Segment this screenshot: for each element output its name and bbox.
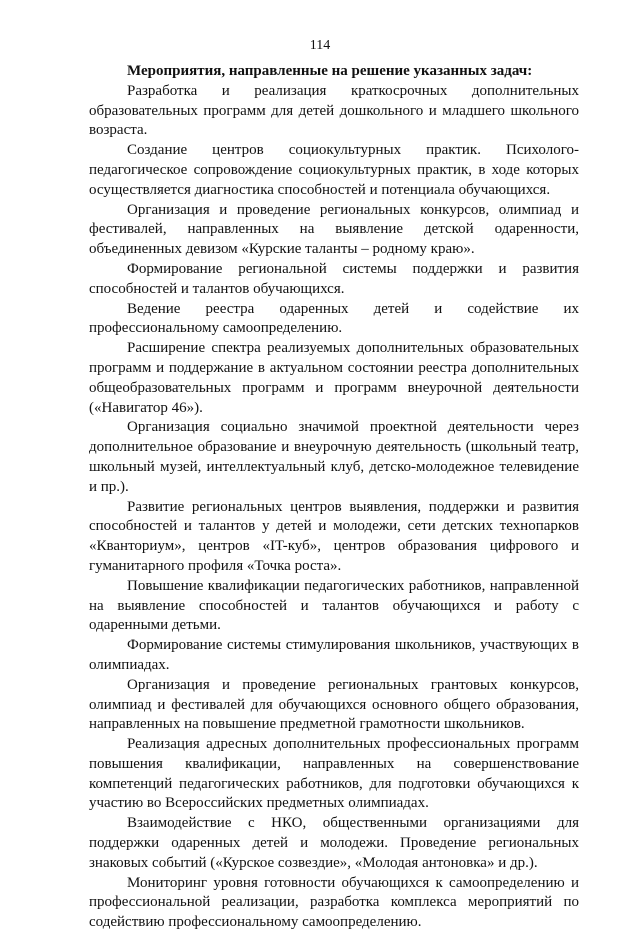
paragraph-3: Организация и проведение региональных конкурсов, олимпиад и фестивалей, направленных на выявление детской одаренности, объединенных девизом «Курские таланты – родному краю». <box>89 201 579 258</box>
paragraph-4: Формирование региональной системы поддержки и развития способностей и талантов обучающихся. <box>89 260 579 297</box>
paragraph-11: Организация и проведение региональных грантовых конкурсов, олимпиад и фестивалей для обучающихся основного общего образования, направленных на повышение предметной грамотности школьников. <box>89 676 579 733</box>
page-number: 114 <box>309 38 331 53</box>
section-heading: Мероприятия, направленные на решение указанных задач: <box>127 63 533 79</box>
paragraph-6: Расширение спектра реализуемых дополнительных образовательных программ и поддержание в актуальном состоянии реестра дополнительных общеобразовательных программ и программ внеурочной деятельности («Навигатор 46»). <box>89 340 579 416</box>
paragraph-14: Мониторинг уровня готовности обучающихся к самоопределению и профессиональной реализации, разработка комплекса мероприятий по содействию профессиональному самоопределению. <box>89 874 579 931</box>
document-body <box>89 62 579 933</box>
paragraph-8: Развитие региональных центров выявления, поддержки и развития способностей и талантов у детей и молодежи, сети детских технопарков «Кванториум», центров «IT-куб», центров образования цифрового и гуманитарного профиля «Точка роста». <box>89 498 579 574</box>
paragraph-12: Реализация адресных дополнительных профессиональных программ повышения квалификации, направленных на совершенствование компетенций педагогических работников, для подготовки обучающихся к участию во Всероссийских предметных олимпиадах. <box>89 736 579 812</box>
paragraph-1: Разработка и реализация краткосрочных дополнительных образовательных программ для детей дошкольного и младшего школьного возраста. <box>89 82 579 139</box>
paragraph-2: Создание центров социокультурных практик. Психолого-педагогическое сопровождение социокультурных практик, в ходе которых осуществляется диагностика способностей и потенциала обучающихся. <box>89 142 579 198</box>
paragraph-10: Формирование системы стимулирования школьников, участвующих в олимпиадах. <box>89 637 579 673</box>
paragraph-13: Взаимодействие с НКО, общественными организациями для поддержки одаренных детей и молодежи. Проведение региональных знаковых событий («Курское созвездие», «Молодая антоновка» и др.). <box>89 815 579 871</box>
paragraph-7: Организация социально значимой проектной деятельности через дополнительное образование и внеурочную деятельность (школьный театр, школьный музей, интеллектуальный клуб, детско-молодежное телевидение и пр.). <box>89 419 579 495</box>
paragraph-5: Ведение реестра одаренных детей и содействие их профессиональному самоопределению. <box>89 300 579 337</box>
paragraph-9: Повышение квалификации педагогических работников, направленной на выявление способностей и талантов обучающихся и работу с одаренными детьми. <box>89 577 579 634</box>
